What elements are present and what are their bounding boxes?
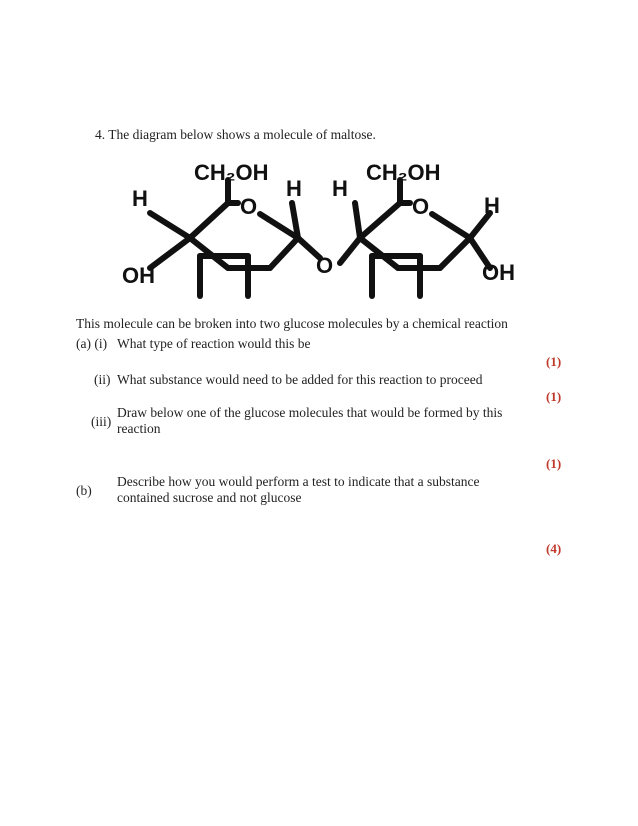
part-a-i-text: What type of reaction would this be bbox=[117, 336, 311, 351]
part-b-text: Describe how you would perform a test to indicate that a substance contained sucrose and not glucose bbox=[117, 474, 480, 505]
part-a-i-label: (a) (i) bbox=[76, 336, 108, 351]
part-a-iii-text: Draw below one of the glucose molecules that would be formed by this reaction bbox=[117, 405, 503, 436]
question-intro: This molecule can be broken into two glucose molecules by a chemical reaction bbox=[76, 316, 508, 331]
ring2-ch2oh-label: CH₂OH bbox=[366, 160, 441, 185]
maltose-structure-diagram bbox=[110, 158, 530, 308]
bridge-oxygen-label: O bbox=[316, 253, 334, 278]
ring1-h-left-label: H bbox=[132, 186, 148, 211]
question-heading: 4. The diagram below shows a molecule of maltose. bbox=[95, 127, 376, 142]
ring1-h-right-label: H bbox=[286, 176, 302, 201]
part-a-iii-marks: (1) bbox=[546, 456, 562, 471]
ring1-oxygen-label: O bbox=[240, 194, 258, 219]
part-b-marks: (4) bbox=[546, 541, 562, 556]
ring1-ch2oh-label: CH₂OH bbox=[194, 160, 269, 185]
ring2-oh-label: OH bbox=[482, 260, 515, 285]
part-a-ii-text: What substance would need to be added for this reaction to proceed bbox=[117, 372, 483, 387]
ring2-oxygen-label: O bbox=[412, 194, 430, 219]
part-b-label: (b) bbox=[76, 483, 92, 498]
part-a-ii-marks: (1) bbox=[546, 389, 562, 404]
ring1-oh-label: OH bbox=[122, 263, 155, 288]
ring2-h-right-label: H bbox=[484, 193, 500, 218]
part-a-ii-label: (ii) bbox=[94, 372, 111, 387]
ring2-h-left-label: H bbox=[332, 176, 348, 201]
part-a-i-marks: (1) bbox=[546, 354, 562, 369]
part-a-iii-label: (iii) bbox=[91, 414, 112, 429]
